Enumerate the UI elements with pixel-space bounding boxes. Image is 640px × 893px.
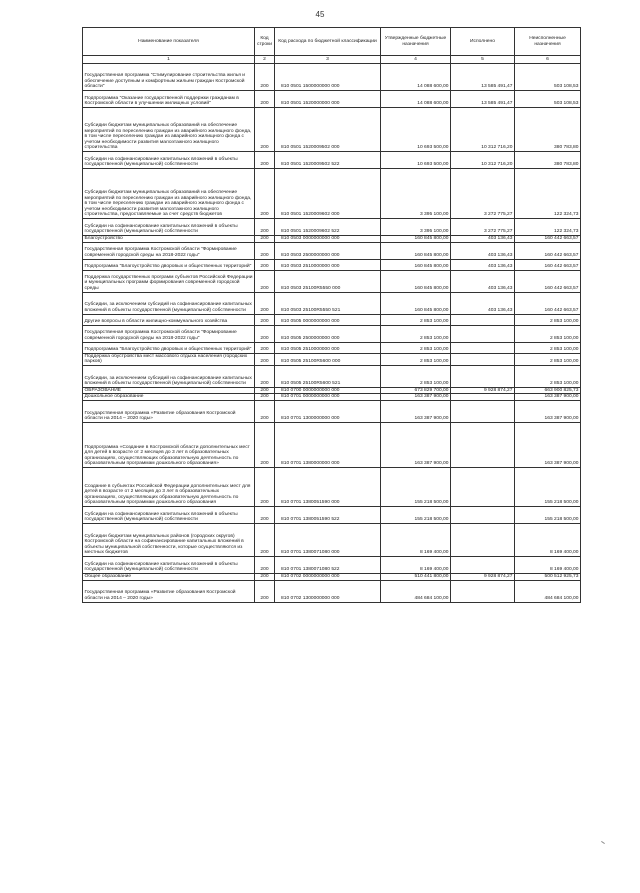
cell-code: 200 bbox=[255, 292, 275, 314]
cell-executed: 3 272 775,27 bbox=[451, 169, 515, 219]
cell-code: 200 bbox=[255, 108, 275, 152]
cell-unexecuted: 160 442 663,57 bbox=[515, 242, 581, 259]
cell-approved: 155 218 500,00 bbox=[381, 467, 451, 506]
cell-code: 200 bbox=[255, 573, 275, 580]
cell-approved: 160 845 800,00 bbox=[381, 242, 451, 259]
cell-approved: 160 845 800,00 bbox=[381, 236, 451, 243]
cell-executed bbox=[451, 325, 515, 342]
header-classification: Код расхода по бюджетной классификации bbox=[275, 28, 381, 56]
cell-code: 200 bbox=[255, 467, 275, 506]
cell-code: 200 bbox=[255, 325, 275, 342]
cell-name: Благоустройство bbox=[83, 236, 255, 243]
cell-name: Государственная программа Костромской области "Формирование современной городской среды на 2018-2022 годы" bbox=[83, 242, 255, 259]
cell-classification: 810 0501 1520009502 522 bbox=[275, 152, 381, 169]
cell-classification: 810 0501 1520009602 000 bbox=[275, 169, 381, 219]
column-number: 4 bbox=[381, 56, 451, 64]
table-row bbox=[83, 467, 581, 506]
cell-name: Субсидии на софинансирование капитальных вложений в объекты государственной (муниципальной) собственности bbox=[83, 506, 255, 523]
cell-unexecuted: 500 512 925,73 bbox=[515, 573, 581, 580]
cell-approved: 484 684 100,00 bbox=[381, 580, 451, 602]
cell-approved: 160 845 800,00 bbox=[381, 259, 451, 270]
cell-name: Субсидии бюджетам муниципальных образований на обеспечение мероприятий по переселению граждан из аварийного жилищного фонда, в том числе переселению граждан из аварийного жилищного фонда с учетом необходимости развития малоэтажного жилищного строительства, предоставляемые за счет средств бюджетов bbox=[83, 169, 255, 219]
cell-classification: 810 0501 1520009602 522 bbox=[275, 219, 381, 236]
cell-approved: 163 387 900,00 bbox=[381, 400, 451, 422]
cell-classification: 810 0701 1380071080 000 bbox=[275, 523, 381, 556]
cell-classification: 810 0701 0000000000 000 bbox=[275, 394, 381, 401]
table-row bbox=[83, 342, 581, 353]
cell-code: 200 bbox=[255, 219, 275, 236]
cell-classification: 810 0505 2510000000 000 bbox=[275, 342, 381, 353]
table-row bbox=[83, 506, 581, 523]
cell-approved: 160 845 800,00 bbox=[381, 270, 451, 292]
table-row bbox=[83, 292, 581, 314]
cell-unexecuted: 503 108,53 bbox=[515, 91, 581, 108]
cell-code: 200 bbox=[255, 387, 275, 394]
cell-name: Подпрограмма «Создание в Костромской области дополнительных мест для детей в возрасте от 2 месяцев до 3 лет в образовательных организациях, осуществляющих образовательную деятельность по образовательным программам дошкольного образования» bbox=[83, 422, 255, 467]
cell-code: 200 bbox=[255, 580, 275, 602]
table-row bbox=[83, 314, 581, 325]
cell-unexecuted: 160 442 663,57 bbox=[515, 292, 581, 314]
table-row bbox=[83, 152, 581, 169]
cell-approved: 155 218 500,00 bbox=[381, 506, 451, 523]
table-row bbox=[83, 353, 581, 365]
table-row bbox=[83, 64, 581, 91]
cell-name: Государственная программа «Развитие образования Костромской области на 2014 – 2020 годы» bbox=[83, 400, 255, 422]
cell-name: Государственная программа Костромской области "Формирование современной городской среды на 2018-2022 годы" bbox=[83, 325, 255, 342]
cell-code: 200 bbox=[255, 242, 275, 259]
cell-approved: 2 853 100,00 bbox=[381, 353, 451, 365]
cell-approved: 2 853 100,00 bbox=[381, 365, 451, 387]
cell-executed: 10 312 716,20 bbox=[451, 108, 515, 152]
cell-unexecuted: 160 442 663,57 bbox=[515, 270, 581, 292]
cell-executed bbox=[451, 394, 515, 401]
cell-executed bbox=[451, 342, 515, 353]
cell-name: Подпрограмма "Оказание государственной поддержки гражданам в Костромской области в улучшении жилищных условий" bbox=[83, 91, 255, 108]
cell-code: 200 bbox=[255, 400, 275, 422]
cell-classification: 810 0505 25100R5600 000 bbox=[275, 353, 381, 365]
cell-executed: 13 585 491,47 bbox=[451, 91, 515, 108]
cell-code: 200 bbox=[255, 314, 275, 325]
cell-name: Субсидии на софинансирование капитальных вложений в объекты государственной (муниципальной) собственности bbox=[83, 219, 255, 236]
cell-unexecuted: 122 324,73 bbox=[515, 219, 581, 236]
cell-code: 200 bbox=[255, 394, 275, 401]
header-approved: Утвержденные бюджетные назначения bbox=[381, 28, 451, 56]
cell-executed bbox=[451, 506, 515, 523]
table-row bbox=[83, 108, 581, 152]
cell-classification: 810 0503 2510000000 000 bbox=[275, 259, 381, 270]
table-row bbox=[83, 365, 581, 387]
cell-name: Субсидии, за исключением субсидий на софинансирование капитальных вложений в объекты государственной (муниципальной) собственности bbox=[83, 365, 255, 387]
cell-unexecuted: 160 442 663,57 bbox=[515, 259, 581, 270]
cell-classification: 810 0701 1380051590 000 bbox=[275, 467, 381, 506]
cell-unexecuted: 484 684 100,00 bbox=[515, 580, 581, 602]
cell-classification: 810 0505 2500000000 000 bbox=[275, 325, 381, 342]
cell-approved: 8 169 400,00 bbox=[381, 556, 451, 573]
table-row bbox=[83, 259, 581, 270]
cell-unexecuted: 663 900 825,73 bbox=[515, 387, 581, 394]
cell-unexecuted: 2 853 100,00 bbox=[515, 342, 581, 353]
cell-unexecuted: 503 108,53 bbox=[515, 64, 581, 91]
cell-executed bbox=[451, 580, 515, 602]
header-name: Наименование показателя bbox=[83, 28, 255, 56]
cell-code: 200 bbox=[255, 270, 275, 292]
cell-unexecuted: 163 387 900,00 bbox=[515, 394, 581, 401]
page-number: 45 bbox=[315, 10, 325, 19]
table-row bbox=[83, 91, 581, 108]
table-row bbox=[83, 169, 581, 219]
budget-execution-table bbox=[82, 27, 581, 603]
table-row bbox=[83, 270, 581, 292]
cell-approved: 160 845 800,00 bbox=[381, 292, 451, 314]
cell-executed bbox=[451, 353, 515, 365]
cell-executed: 403 136,43 bbox=[451, 236, 515, 243]
cell-classification: 810 0503 2500000000 000 bbox=[275, 242, 381, 259]
cell-code: 200 bbox=[255, 353, 275, 365]
cell-classification: 810 0501 1500000000 000 bbox=[275, 64, 381, 91]
cell-name: Субсидии бюджетам муниципальных образований на обеспечение мероприятий по переселению граждан из аварийного жилищного фонда, в том числе переселению граждан из аварийного жилищного фонда с учетом необходимости развития малоэтажного жилищного строительства bbox=[83, 108, 255, 152]
cell-unexecuted: 2 853 100,00 bbox=[515, 325, 581, 342]
table-row bbox=[83, 573, 581, 580]
cell-unexecuted: 163 387 900,00 bbox=[515, 422, 581, 467]
cell-classification: 810 0701 1300000000 000 bbox=[275, 400, 381, 422]
cell-executed: 9 928 874,27 bbox=[451, 573, 515, 580]
cell-approved: 2 853 100,00 bbox=[381, 325, 451, 342]
cell-unexecuted: 122 324,73 bbox=[515, 169, 581, 219]
cell-code: 200 bbox=[255, 523, 275, 556]
cell-classification: 810 0701 1380051590 522 bbox=[275, 506, 381, 523]
cell-approved: 510 441 800,00 bbox=[381, 573, 451, 580]
cell-unexecuted: 8 169 400,00 bbox=[515, 556, 581, 573]
header-unexecuted: Неисполненные назначения bbox=[515, 28, 581, 56]
cell-unexecuted: 380 783,80 bbox=[515, 152, 581, 169]
cell-name: Субсидии на софинансирование капитальных вложений в объекты государственной (муниципальной) собственности bbox=[83, 152, 255, 169]
table-row bbox=[83, 580, 581, 602]
cell-approved: 10 693 500,00 bbox=[381, 152, 451, 169]
cell-name: Создание в субъектах Российской Федерации дополнительных мест для детей в возрасте от 2 месяцев до 3 лет в образовательных организациях, осуществляющих образовательную деятельность по образовательным программам дошкольного образования bbox=[83, 467, 255, 506]
table-row bbox=[83, 422, 581, 467]
column-number: 6 bbox=[515, 56, 581, 64]
cell-name: Субсидии на софинансирование капитальных вложений в объекты государственной (муниципальной) собственности bbox=[83, 556, 255, 573]
cell-approved: 673 829 700,00 bbox=[381, 387, 451, 394]
cell-name: Дошкольное образование bbox=[83, 394, 255, 401]
table-body bbox=[83, 64, 581, 603]
scan-mark bbox=[601, 841, 605, 844]
table-row bbox=[83, 325, 581, 342]
cell-executed bbox=[451, 523, 515, 556]
cell-executed: 3 272 775,27 bbox=[451, 219, 515, 236]
cell-executed: 403 136,43 bbox=[451, 292, 515, 314]
cell-classification: 810 0503 0000000000 000 bbox=[275, 236, 381, 243]
cell-classification: 810 0700 0000000000 000 bbox=[275, 387, 381, 394]
cell-unexecuted: 155 218 500,00 bbox=[515, 467, 581, 506]
cell-executed: 10 312 716,20 bbox=[451, 152, 515, 169]
cell-unexecuted: 2 853 100,00 bbox=[515, 365, 581, 387]
cell-approved: 2 853 100,00 bbox=[381, 342, 451, 353]
cell-approved: 10 693 500,00 bbox=[381, 108, 451, 152]
column-number: 1 bbox=[83, 56, 255, 64]
cell-executed bbox=[451, 400, 515, 422]
cell-name: Поддержка обустройства мест массового отдыха населения (городских парков) bbox=[83, 353, 255, 365]
cell-classification: 810 0503 25100R5550 521 bbox=[275, 292, 381, 314]
cell-name: Подпрограмма "Благоустройство дворовых и общественных территорий" bbox=[83, 259, 255, 270]
table-row bbox=[83, 394, 581, 401]
cell-unexecuted: 8 169 400,00 bbox=[515, 523, 581, 556]
cell-name: Общее образование bbox=[83, 573, 255, 580]
column-number-row bbox=[83, 56, 581, 64]
cell-code: 200 bbox=[255, 342, 275, 353]
cell-unexecuted: 160 442 663,57 bbox=[515, 236, 581, 243]
cell-name: Государственная программа «Развитие образования Костромской области на 2014 – 2020 годы» bbox=[83, 580, 255, 602]
cell-code: 200 bbox=[255, 152, 275, 169]
cell-executed: 9 928 874,27 bbox=[451, 387, 515, 394]
cell-code: 200 bbox=[255, 556, 275, 573]
cell-name: Поддержка государственных программ субъектов Российской Федерации и муниципальных программ формирования современной городской среды bbox=[83, 270, 255, 292]
cell-unexecuted: 380 783,80 bbox=[515, 108, 581, 152]
cell-executed: 403 136,43 bbox=[451, 259, 515, 270]
cell-classification: 810 0505 0000000000 000 bbox=[275, 314, 381, 325]
cell-executed: 403 136,43 bbox=[451, 242, 515, 259]
cell-code: 200 bbox=[255, 236, 275, 243]
cell-approved: 2 853 100,00 bbox=[381, 314, 451, 325]
table-row bbox=[83, 236, 581, 243]
cell-classification: 810 0701 1380071080 522 bbox=[275, 556, 381, 573]
cell-classification: 810 0505 25100R5600 521 bbox=[275, 365, 381, 387]
table-row bbox=[83, 242, 581, 259]
table-row bbox=[83, 387, 581, 394]
cell-executed: 403 136,43 bbox=[451, 270, 515, 292]
cell-approved: 3 395 100,00 bbox=[381, 169, 451, 219]
cell-code: 200 bbox=[255, 91, 275, 108]
cell-unexecuted: 2 853 100,00 bbox=[515, 314, 581, 325]
cell-approved: 163 387 900,00 bbox=[381, 422, 451, 467]
cell-executed bbox=[451, 365, 515, 387]
cell-code: 200 bbox=[255, 422, 275, 467]
cell-approved: 14 088 600,00 bbox=[381, 91, 451, 108]
column-number: 2 bbox=[255, 56, 275, 64]
cell-approved: 163 387 900,00 bbox=[381, 394, 451, 401]
cell-name: ОБРАЗОВАНИЕ bbox=[83, 387, 255, 394]
cell-unexecuted: 2 853 100,00 bbox=[515, 353, 581, 365]
cell-classification: 810 0702 1300000000 000 bbox=[275, 580, 381, 602]
column-number: 5 bbox=[451, 56, 515, 64]
cell-approved: 14 088 600,00 bbox=[381, 64, 451, 91]
cell-code: 200 bbox=[255, 169, 275, 219]
cell-approved: 8 169 400,00 bbox=[381, 523, 451, 556]
cell-executed: 13 585 491,47 bbox=[451, 64, 515, 91]
header-executed: Исполнено bbox=[451, 28, 515, 56]
cell-name: Подпрограмма "Благоустройство дворовых и общественных территорий" bbox=[83, 342, 255, 353]
cell-code: 200 bbox=[255, 365, 275, 387]
cell-code: 200 bbox=[255, 506, 275, 523]
cell-executed bbox=[451, 314, 515, 325]
cell-classification: 810 0501 1520009502 000 bbox=[275, 108, 381, 152]
cell-executed bbox=[451, 422, 515, 467]
cell-name: Субсидии, за исключением субсидий на софинансирование капитальных вложений в объекты государственной (муниципальной) собственности bbox=[83, 292, 255, 314]
cell-unexecuted: 155 218 500,00 bbox=[515, 506, 581, 523]
cell-executed bbox=[451, 467, 515, 506]
cell-classification: 810 0501 1520000000 000 bbox=[275, 91, 381, 108]
cell-classification: 810 0701 1380000000 000 bbox=[275, 422, 381, 467]
cell-code: 200 bbox=[255, 259, 275, 270]
header-code: Код строки bbox=[255, 28, 275, 56]
cell-name: Субсидии бюджетам муниципальных районов (городских округов) Костромской области на софинансирование капитальных вложений в объекты муниципальной собственности, которые осуществляются из местных бюджетов bbox=[83, 523, 255, 556]
table-row bbox=[83, 400, 581, 422]
table-row bbox=[83, 523, 581, 556]
cell-classification: 810 0503 25100R5550 000 bbox=[275, 270, 381, 292]
table-row bbox=[83, 556, 581, 573]
cell-name: Государственная программа "Стимулирование строительства жилья и обеспечение доступным и комфортным жильем граждан Костромской области" bbox=[83, 64, 255, 91]
cell-executed bbox=[451, 556, 515, 573]
cell-name: Другие вопросы в области жилищно-коммунального хозяйства bbox=[83, 314, 255, 325]
cell-unexecuted: 163 387 900,00 bbox=[515, 400, 581, 422]
table-row bbox=[83, 219, 581, 236]
column-number: 3 bbox=[275, 56, 381, 64]
cell-classification: 810 0702 0000000000 000 bbox=[275, 573, 381, 580]
cell-approved: 3 395 100,00 bbox=[381, 219, 451, 236]
cell-code: 200 bbox=[255, 64, 275, 91]
header-row bbox=[83, 28, 581, 56]
